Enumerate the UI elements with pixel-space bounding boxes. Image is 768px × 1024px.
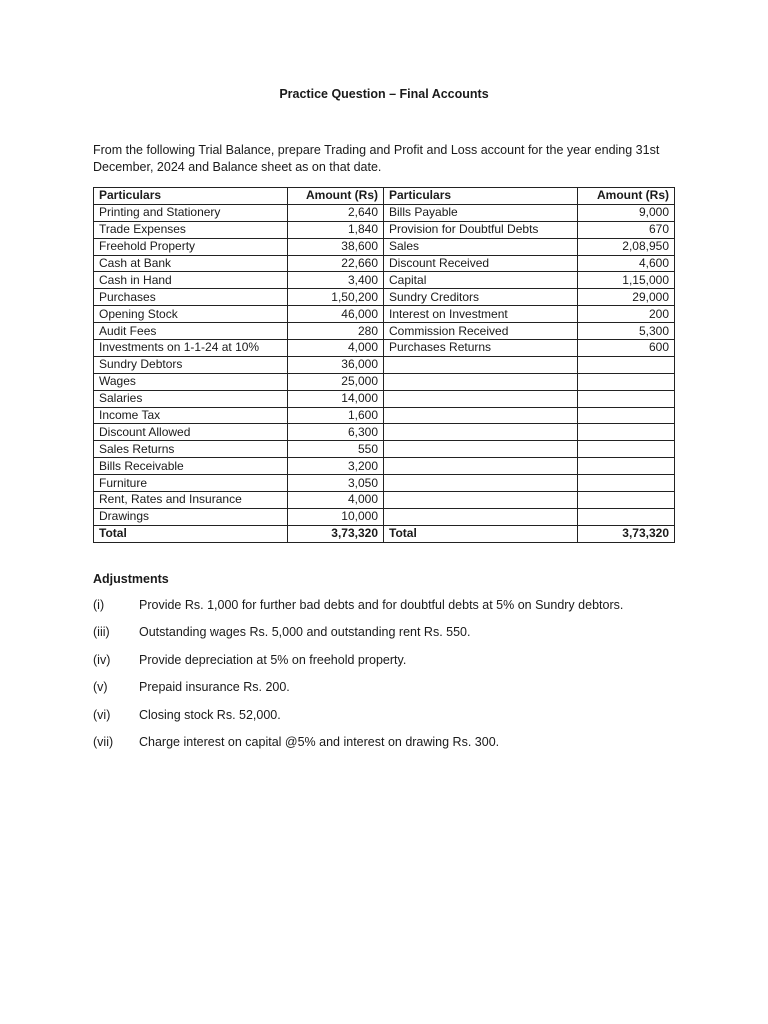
trial-balance-table	[93, 187, 675, 543]
debit-particular-cell: Bills Receivable	[94, 458, 288, 475]
adjustment-number: (v)	[93, 680, 108, 695]
debit-particular-cell: Purchases	[94, 289, 288, 306]
table-row	[94, 458, 675, 475]
debit-particular-cell: Sales Returns	[94, 441, 288, 458]
adjustment-text: Provide depreciation at 5% on freehold property.	[139, 652, 407, 667]
credit-total-amount: 3,73,320	[578, 525, 675, 542]
credit-amount-cell: 670	[578, 221, 675, 238]
debit-amount-cell: 38,600	[288, 238, 384, 255]
debit-amount-cell: 3,050	[288, 475, 384, 492]
adjustment-number: (vii)	[93, 734, 114, 749]
table-row	[94, 204, 675, 221]
debit-particular-cell: Income Tax	[94, 407, 288, 424]
credit-amount-cell	[578, 458, 675, 475]
credit-particular-cell: Sales	[384, 238, 578, 255]
debit-amount-cell: 3,200	[288, 458, 384, 475]
header-credit-particulars: Particulars	[384, 188, 578, 205]
debit-particular-cell: Sundry Debtors	[94, 356, 288, 373]
adjustment-text: Provide Rs. 1,000 for further bad debts and for doubtful debts at 5% on Sundry debtors.	[139, 598, 624, 612]
credit-amount-cell: 5,300	[578, 323, 675, 340]
debit-amount-cell: 22,660	[288, 255, 384, 272]
credit-amount-cell: 29,000	[578, 289, 675, 306]
debit-particular-cell: Furniture	[94, 475, 288, 492]
debit-particular-cell: Cash at Bank	[94, 255, 288, 272]
credit-amount-cell: 9,000	[578, 204, 675, 221]
debit-amount-cell: 1,840	[288, 221, 384, 238]
debit-particular-cell: Opening Stock	[94, 306, 288, 323]
table-row	[94, 255, 675, 272]
table-total-row	[94, 525, 675, 542]
credit-particular-cell	[384, 407, 578, 424]
debit-particular-cell: Wages	[94, 373, 288, 390]
credit-particular-cell	[384, 390, 578, 407]
debit-particular-cell: Trade Expenses	[94, 221, 288, 238]
credit-amount-cell	[578, 441, 675, 458]
table-row	[94, 356, 675, 373]
table-row	[94, 508, 675, 525]
table-row	[94, 323, 675, 340]
credit-amount-cell: 200	[578, 306, 675, 323]
credit-particular-cell: Provision for Doubtful Debts	[384, 221, 578, 238]
table-row	[94, 272, 675, 289]
header-debit-particulars: Particulars	[94, 188, 288, 205]
debit-amount-cell: 1,600	[288, 407, 384, 424]
table-row	[94, 407, 675, 424]
credit-particular-cell	[384, 458, 578, 475]
debit-amount-cell: 6,300	[288, 424, 384, 441]
debit-amount-cell: 550	[288, 441, 384, 458]
adjustment-text: Charge interest on capital @5% and interest on drawing Rs. 300.	[139, 734, 500, 749]
credit-amount-cell	[578, 508, 675, 525]
table-row	[94, 441, 675, 458]
table-header-row	[94, 188, 675, 205]
adjustment-text: Prepaid insurance Rs. 200.	[139, 680, 290, 695]
adjustment-number: (iii)	[93, 625, 110, 640]
intro-paragraph: From the following Trial Balance, prepare Trading and Profit and Loss account for the year ending 31st December, 2024 and Balance sheet as on that date.	[93, 143, 660, 174]
debit-amount-cell: 4,000	[288, 492, 384, 509]
debit-amount-cell: 4,000	[288, 340, 384, 357]
adjustments-heading: Adjustments	[93, 572, 169, 586]
table-row	[94, 289, 675, 306]
debit-total-label: Total	[94, 525, 288, 542]
credit-particular-cell: Purchases Returns	[384, 340, 578, 357]
table-row	[94, 424, 675, 441]
debit-amount-cell: 280	[288, 323, 384, 340]
credit-particular-cell	[384, 373, 578, 390]
debit-particular-cell: Audit Fees	[94, 323, 288, 340]
debit-particular-cell: Discount Allowed	[94, 424, 288, 441]
credit-particular-cell	[384, 475, 578, 492]
table-row	[94, 340, 675, 357]
debit-particular-cell: Investments on 1-1-24 at 10%	[94, 340, 288, 357]
credit-amount-cell	[578, 390, 675, 407]
adjustment-text: Closing stock Rs. 52,000.	[139, 707, 281, 722]
table-row	[94, 306, 675, 323]
debit-amount-cell: 10,000	[288, 508, 384, 525]
debit-amount-cell: 36,000	[288, 356, 384, 373]
debit-amount-cell: 2,640	[288, 204, 384, 221]
debit-particular-cell: Rent, Rates and Insurance	[94, 492, 288, 509]
adjustment-text: Outstanding wages Rs. 5,000 and outstanding rent Rs. 550.	[139, 625, 471, 640]
credit-particular-cell	[384, 492, 578, 509]
credit-particular-cell: Interest on Investment	[384, 306, 578, 323]
credit-amount-cell: 2,08,950	[578, 238, 675, 255]
table-row	[94, 238, 675, 255]
credit-particular-cell	[384, 424, 578, 441]
credit-amount-cell	[578, 475, 675, 492]
page-title: Practice Question – Final Accounts	[279, 87, 489, 101]
debit-particular-cell: Drawings	[94, 508, 288, 525]
credit-amount-cell: 600	[578, 340, 675, 357]
credit-amount-cell	[578, 373, 675, 390]
debit-amount-cell: 25,000	[288, 373, 384, 390]
debit-amount-cell: 1,50,200	[288, 289, 384, 306]
debit-particular-cell: Freehold Property	[94, 238, 288, 255]
credit-particular-cell	[384, 441, 578, 458]
credit-total-label: Total	[384, 525, 578, 542]
adjustment-number: (vi)	[93, 707, 111, 722]
credit-particular-cell: Discount Received	[384, 255, 578, 272]
credit-particular-cell	[384, 508, 578, 525]
table-row	[94, 221, 675, 238]
table-row	[94, 475, 675, 492]
debit-particular-cell: Cash in Hand	[94, 272, 288, 289]
debit-amount-cell: 46,000	[288, 306, 384, 323]
debit-particular-cell: Salaries	[94, 390, 288, 407]
credit-amount-cell	[578, 356, 675, 373]
header-debit-amount: Amount (Rs)	[288, 188, 384, 205]
credit-amount-cell: 1,15,000	[578, 272, 675, 289]
credit-particular-cell: Sundry Creditors	[384, 289, 578, 306]
credit-particular-cell	[384, 356, 578, 373]
credit-amount-cell: 4,600	[578, 255, 675, 272]
debit-total-amount: 3,73,320	[288, 525, 384, 542]
debit-particular-cell: Printing and Stationery	[94, 204, 288, 221]
credit-particular-cell: Bills Payable	[384, 204, 578, 221]
credit-amount-cell	[578, 424, 675, 441]
credit-particular-cell: Capital	[384, 272, 578, 289]
header-credit-amount: Amount (Rs)	[578, 188, 675, 205]
debit-amount-cell: 14,000	[288, 390, 384, 407]
adjustment-number: (iv)	[93, 652, 111, 667]
adjustment-number: (i)	[93, 598, 105, 612]
credit-particular-cell: Commission Received	[384, 323, 578, 340]
credit-amount-cell	[578, 492, 675, 509]
table-row	[94, 373, 675, 390]
debit-amount-cell: 3,400	[288, 272, 384, 289]
credit-amount-cell	[578, 407, 675, 424]
table-row	[94, 492, 675, 509]
table-row	[94, 390, 675, 407]
